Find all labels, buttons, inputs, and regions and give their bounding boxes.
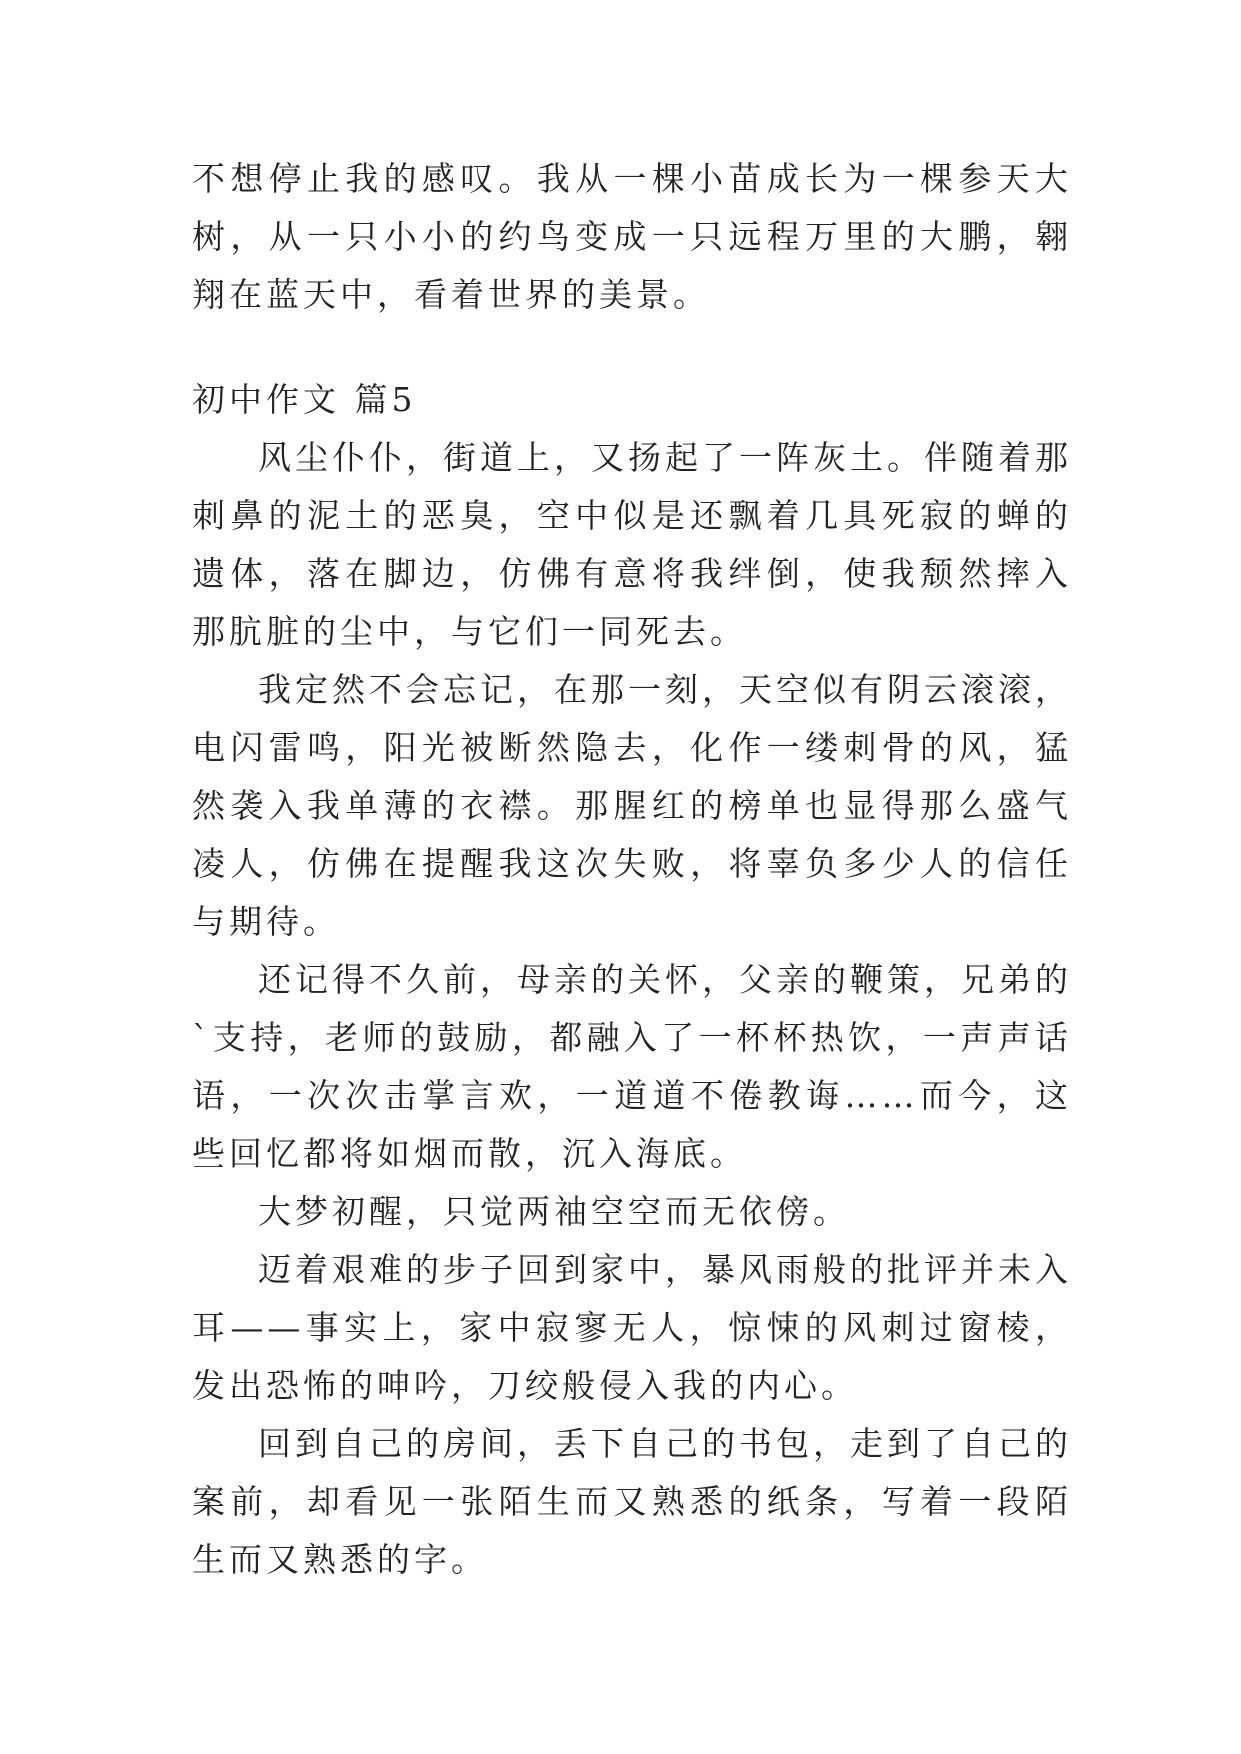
paragraph-1: 风尘仆仆，街道上，又扬起了一阵灰土。伴随着那刺鼻的泥土的恶臭，空中似是还飘着几具死寂的蝉的遗体，落在脚边，仿佛有意将我绊倒，使我颓然摔入那肮脏的尘中，与它们一同死去。 xyxy=(192,438,1072,651)
paragraph-6: 回到自己的房间，丢下自己的书包，走到了自己的案前，却看见一张陌生而又熟悉的纸条，写着一段陌生而又熟悉的字。 xyxy=(192,1424,1072,1579)
section-title: 初中作文 篇5 xyxy=(192,380,417,419)
opening-paragraph: 不想停止我的感叹。我从一棵小苗成长为一棵参天大树，从一只小小的约鸟变成一只远程万里的大鹏，翱翔在蓝天中，看着世界的美景。 xyxy=(192,159,1072,314)
paragraph-4: 大梦初醒，只觉两袖空空而无依傍。 xyxy=(258,1192,850,1231)
document-page xyxy=(192,150,1072,1589)
paragraph-5: 迈着艰难的步子回到家中，暴风雨般的批评并未入耳——事实上，家中寂寥无人，惊悚的风刺过窗棱，发出恐怖的呻吟，刀绞般侵入我的内心。 xyxy=(192,1250,1072,1405)
paragraph-2: 我定然不会忘记，在那一刻，天空似有阴云滚滚，电闪雷鸣，阳光被断然隐去，化作一缕刺骨的风，猛然袭入我单薄的衣襟。那腥红的榜单也显得那么盛气凌人，仿佛在提醒我这次失败，将辜负多少人的信任与期待。 xyxy=(192,670,1072,941)
paragraph-3: 还记得不久前，母亲的关怀，父亲的鞭策，兄弟的`支持，老师的鼓励，都融入了一杯杯热饮，一声声话语，一次次击掌言欢，一道道不倦教诲……而今，这些回忆都将如烟而散，沉入海底。 xyxy=(192,960,1072,1173)
